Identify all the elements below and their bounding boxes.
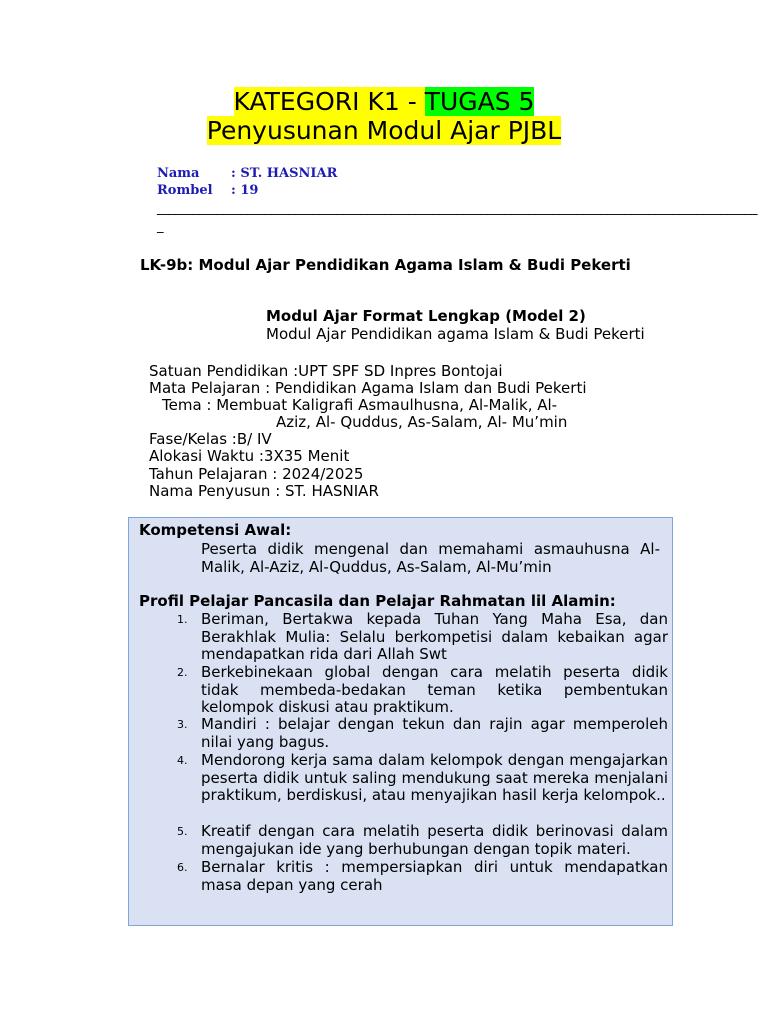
identity-rombel-row (157, 182, 258, 199)
format-title: Modul Ajar Format Lengkap (Model 2) (266, 307, 586, 325)
document-title-line2 (0, 116, 768, 146)
title-category: KATEGORI K1 - (233, 87, 425, 116)
rombel-label: Rombel (157, 183, 213, 198)
name-value: : ST. HASNIAR (231, 166, 338, 181)
info-satuan: Satuan Pendidikan :UPT SPF SD Inpres Bontojai (149, 362, 503, 380)
competency-box (128, 517, 673, 926)
profil-item-text: Mandiri : belajar dengan tekun dan rajin agar memperoleh nilai yang bagus. (201, 715, 668, 751)
separator-line: ____________________________________________________________________________________________________ (157, 201, 757, 216)
profil-item-text: Kreatif dengan cara melatih peserta didik berinovasi dalam mengajukan ide yang berhubungan dengan topik materi. (201, 822, 668, 858)
profil-item-number: 3. (177, 718, 188, 731)
profil-item-text: Berkebinekaan global dengan cara melatih peserta didik tidak membeda-bedakan teman ketika pembentukan kelompok diskusi atau praktikum. (201, 663, 668, 716)
profil-heading: Profil Pelajar Pancasila dan Pelajar Rahmatan lil Alamin: (139, 592, 616, 610)
profil-item-number: 1. (177, 613, 188, 626)
profil-item-number: 4. (177, 754, 188, 767)
info-tema: Tema : Membuat Kaligrafi Asmaulhusna, Al-Malik, Al- (162, 396, 558, 414)
kompetensi-heading: Kompetensi Awal: (139, 521, 292, 539)
identity-name-row (157, 165, 337, 182)
profil-item-text: Beriman, Bertakwa kepada Tuhan Yang Maha Esa, dan Berakhlak Mulia: Selalu berkompetisi dalam kebaikan agar mendapatkan rida dari Allah Swt (201, 610, 668, 663)
separator-line-tail: _ (157, 219, 163, 234)
info-mapel: Mata Pelajaran : Pendidikan Agama Islam dan Budi Pekerti (149, 379, 587, 397)
profil-item-number: 2. (177, 666, 188, 679)
profil-item-number: 6. (177, 861, 188, 874)
info-penyusun: Nama Penyusun : ST. HASNIAR (149, 482, 379, 500)
info-alokasi: Alokasi Waktu :3X35 Menit (149, 447, 350, 465)
profil-item-text: Bernalar kritis : mempersiapkan diri untuk mendapatkan masa depan yang cerah (201, 858, 668, 894)
profil-item-text: Mendorong kerja sama dalam kelompok dengan mengajarkan peserta didik untuk saling mendukung saat mereka menjalani praktikum, berdiskusi, atau menyajikan hasil kerja kelompok.. (201, 751, 668, 804)
info-fase: Fase/Kelas :B/ IV (149, 430, 272, 448)
profil-item-number: 5. (177, 825, 188, 838)
name-label: Nama (157, 166, 200, 181)
info-tahun: Tahun Pelajaran : 2024/2025 (149, 465, 364, 483)
title-subject: Penyusunan Modul Ajar PJBL (206, 116, 562, 145)
info-tema-continued: Aziz, Al- Quddus, As-Salam, Al- Mu’min (276, 413, 568, 431)
document-title-line1 (0, 87, 768, 117)
title-task: TUGAS 5 (424, 87, 535, 116)
format-subtitle: Modul Ajar Pendidikan agama Islam & Budi Pekerti (266, 325, 645, 343)
kompetensi-text: Peserta didik mengenal dan memahami asmauhusna Al-Malik, Al-Aziz, Al-Quddus, As-Salam, Al-Mu’min (201, 540, 660, 576)
rombel-value: : 19 (231, 183, 259, 198)
worksheet-title: LK-9b: Modul Ajar Pendidikan Agama Islam & Budi Pekerti (140, 256, 631, 274)
